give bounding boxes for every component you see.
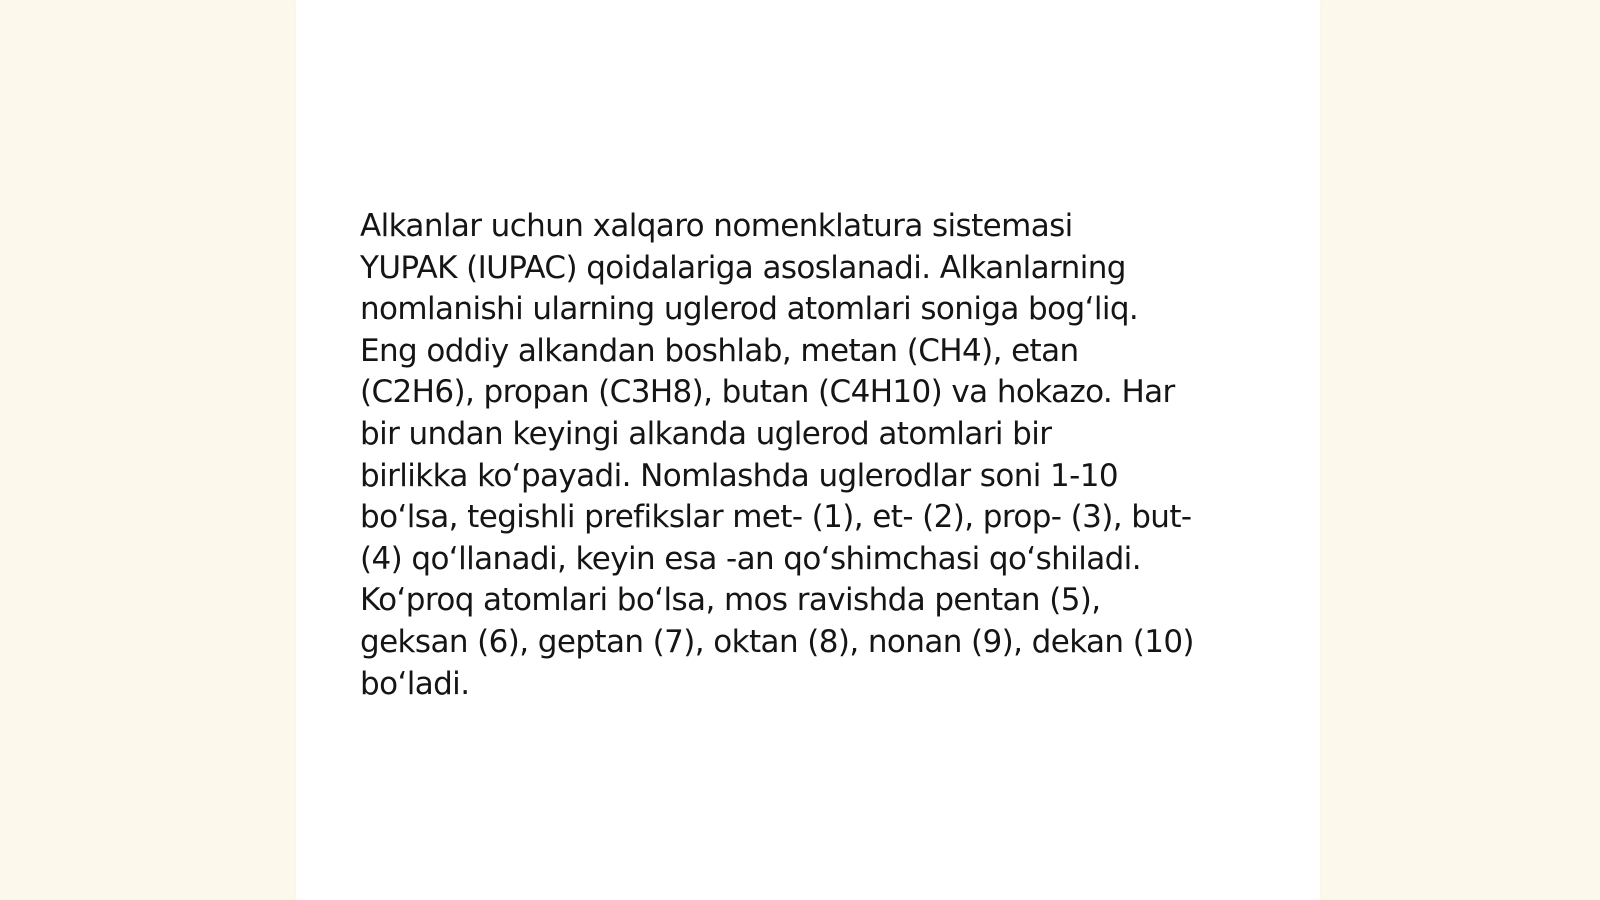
text-line: geksan (6), geptan (7), oktan (8), nonan (9), dekan (10) (360, 623, 1194, 660)
text-line: bo‘lsa, tegishli prefikslar met- (1), et- (2), prop- (3), but- (360, 499, 1192, 536)
text-line: nomlanishi ularning uglerod atomlari soniga bog‘liq. (360, 291, 1139, 328)
text-line: (4) qo‘llanadi, keyin esa -an qo‘shimchasi qo‘shiladi. (360, 540, 1141, 577)
slide-body-text (360, 206, 1260, 705)
slide (296, 0, 1320, 900)
text-line: Eng oddiy alkandan boshlab, metan (CH4), etan (360, 332, 1079, 369)
text-line: YUPAK (IUPAC) qoidalariga asoslanadi. Alkanlarning (360, 249, 1126, 286)
text-line: Alkanlar uchun xalqaro nomenklatura sistemasi (360, 208, 1073, 244)
text-line: bo‘ladi. (360, 665, 470, 702)
text-line: (C2H6), propan (C3H8), butan (C4H10) va hokazo. Har (360, 374, 1175, 411)
text-line: Ko‘proq atomlari bo‘lsa, mos ravishda pentan (5), (360, 582, 1101, 619)
text-line: birlikka ko‘payadi. Nomlashda uglerodlar soni 1-10 (360, 457, 1118, 494)
text-line: bir undan keyingi alkanda uglerod atomlari bir (360, 415, 1052, 452)
